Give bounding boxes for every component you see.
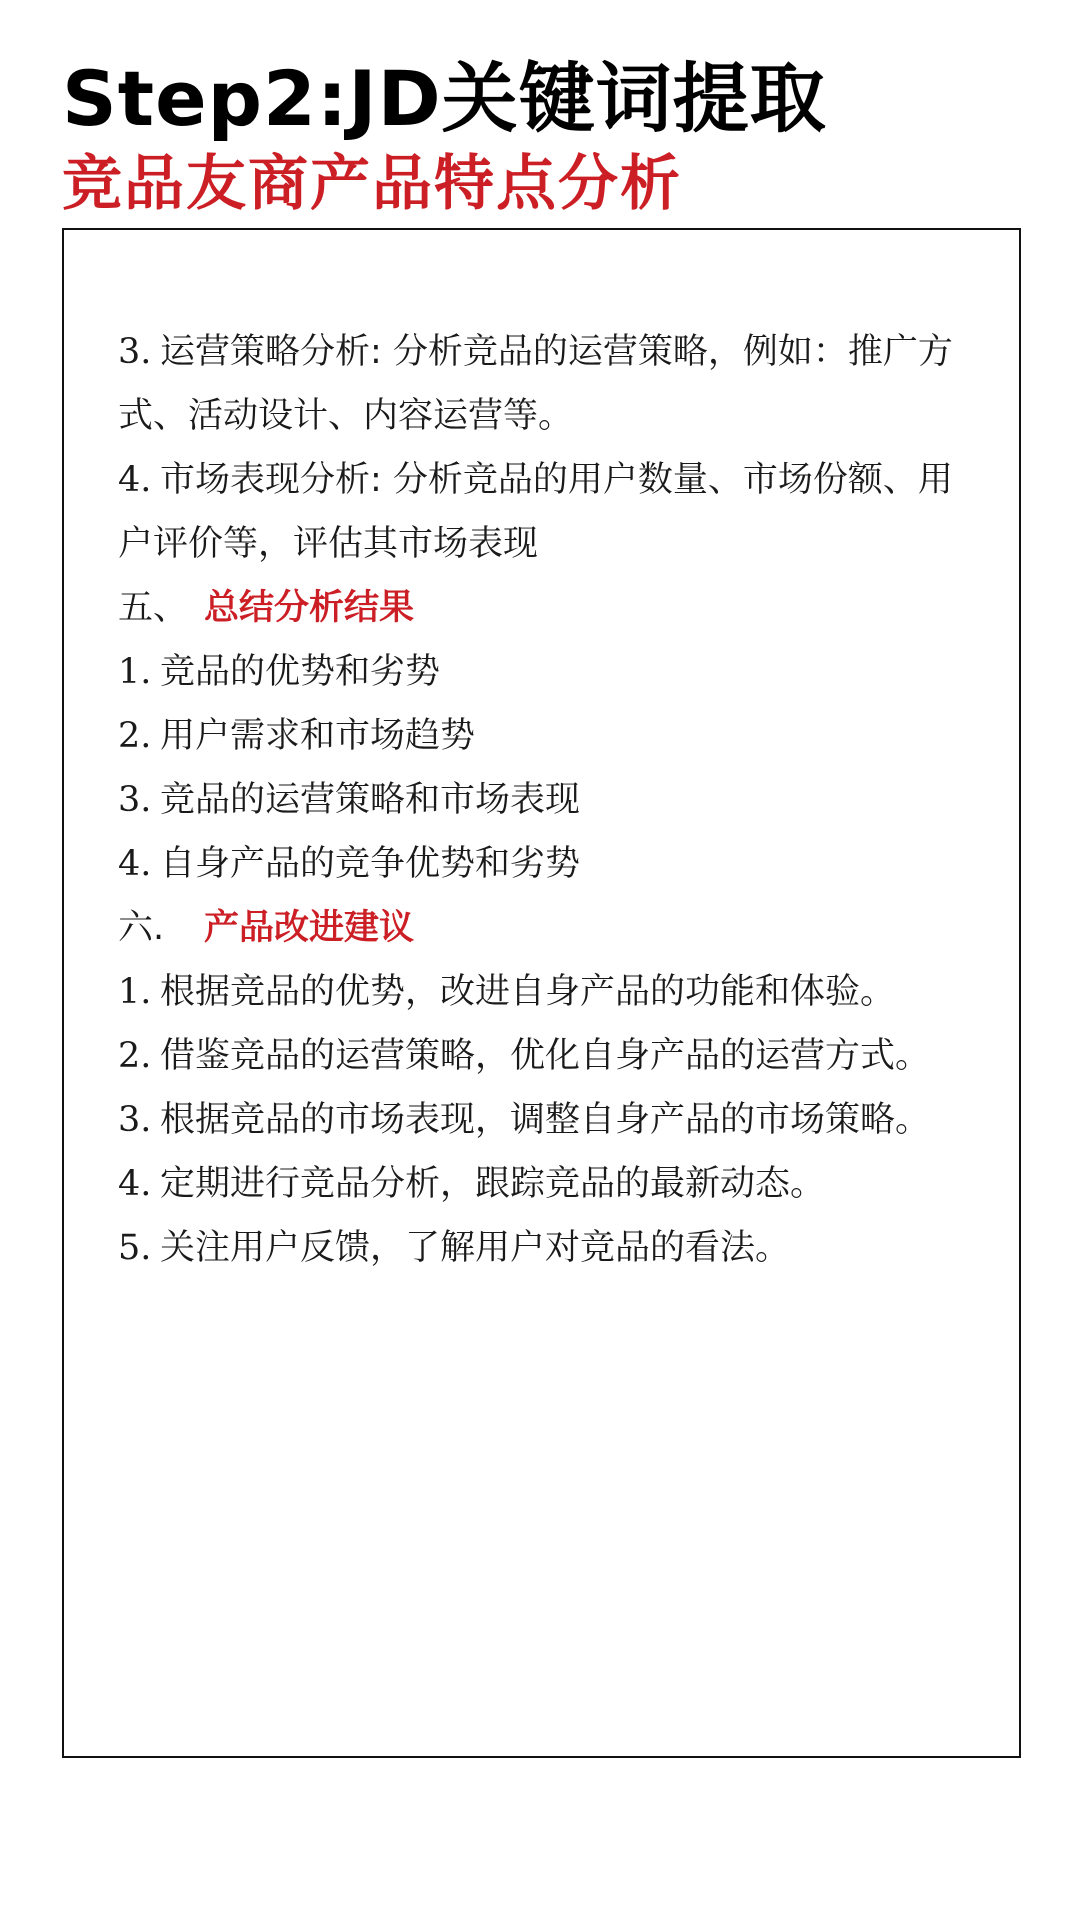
- section-title: 产品改进建议: [204, 908, 415, 948]
- list-item: [118, 1024, 978, 1088]
- item-number: 3.: [118, 332, 152, 372]
- list-item: [118, 448, 978, 576]
- item-text: 借鉴竞品的运营策略，优化自身产品的运营方式。: [160, 1036, 931, 1076]
- item-number: 4.: [118, 1164, 152, 1204]
- item-number: 5.: [118, 1228, 152, 1268]
- item-text: 竞品的优势和劣势: [160, 652, 441, 692]
- list-item: [118, 704, 978, 768]
- item-text: 根据竞品的市场表现，调整自身产品的市场策略。: [160, 1100, 931, 1140]
- list-item: [118, 768, 978, 832]
- section-heading-5: [118, 576, 978, 640]
- page-subtitle: 竞品友商产品特点分析: [62, 149, 682, 219]
- section-number: 五、: [118, 588, 189, 628]
- list-item: [118, 640, 978, 704]
- list-item: [118, 960, 978, 1024]
- section-number: 六.: [118, 908, 165, 948]
- item-number: 2.: [118, 716, 152, 756]
- item-text: 关注用户反馈，了解用户对竞品的看法。: [160, 1228, 791, 1268]
- list-item: [118, 1088, 978, 1152]
- list-item: [118, 1152, 978, 1216]
- item-text: 市场表现分析: 分析竞品的用户数量、市场份额、用户评价等，评估其市场表现: [118, 460, 953, 564]
- content-panel: [62, 228, 1021, 1758]
- item-number: 1.: [118, 972, 152, 1012]
- item-text: 根据竞品的优势，改进自身产品的功能和体验。: [160, 972, 896, 1012]
- item-number: 1.: [118, 652, 152, 692]
- item-number: 3.: [118, 780, 152, 820]
- page-title: Step2:JD关键词提取: [62, 54, 827, 143]
- section-heading-6: [118, 896, 978, 960]
- section-title: 总结分析结果: [204, 588, 415, 628]
- item-number: 2.: [118, 1036, 152, 1076]
- item-number: 3.: [118, 1100, 152, 1140]
- item-text: 竞品的运营策略和市场表现: [160, 780, 581, 820]
- item-text: 用户需求和市场趋势: [160, 716, 476, 756]
- list-item: [118, 320, 978, 448]
- content-body: [118, 320, 978, 1280]
- item-text: 定期进行竞品分析，跟踪竞品的最新动态。: [160, 1164, 826, 1204]
- list-item: [118, 1216, 978, 1280]
- item-number: 4.: [118, 460, 152, 500]
- item-text: 自身产品的竞争优势和劣势: [160, 844, 581, 884]
- item-number: 4.: [118, 844, 152, 884]
- list-item: [118, 832, 978, 896]
- item-text: 运营策略分析: 分析竞品的运营策略，例如：推广方式、活动设计、内容运营等。: [118, 332, 953, 436]
